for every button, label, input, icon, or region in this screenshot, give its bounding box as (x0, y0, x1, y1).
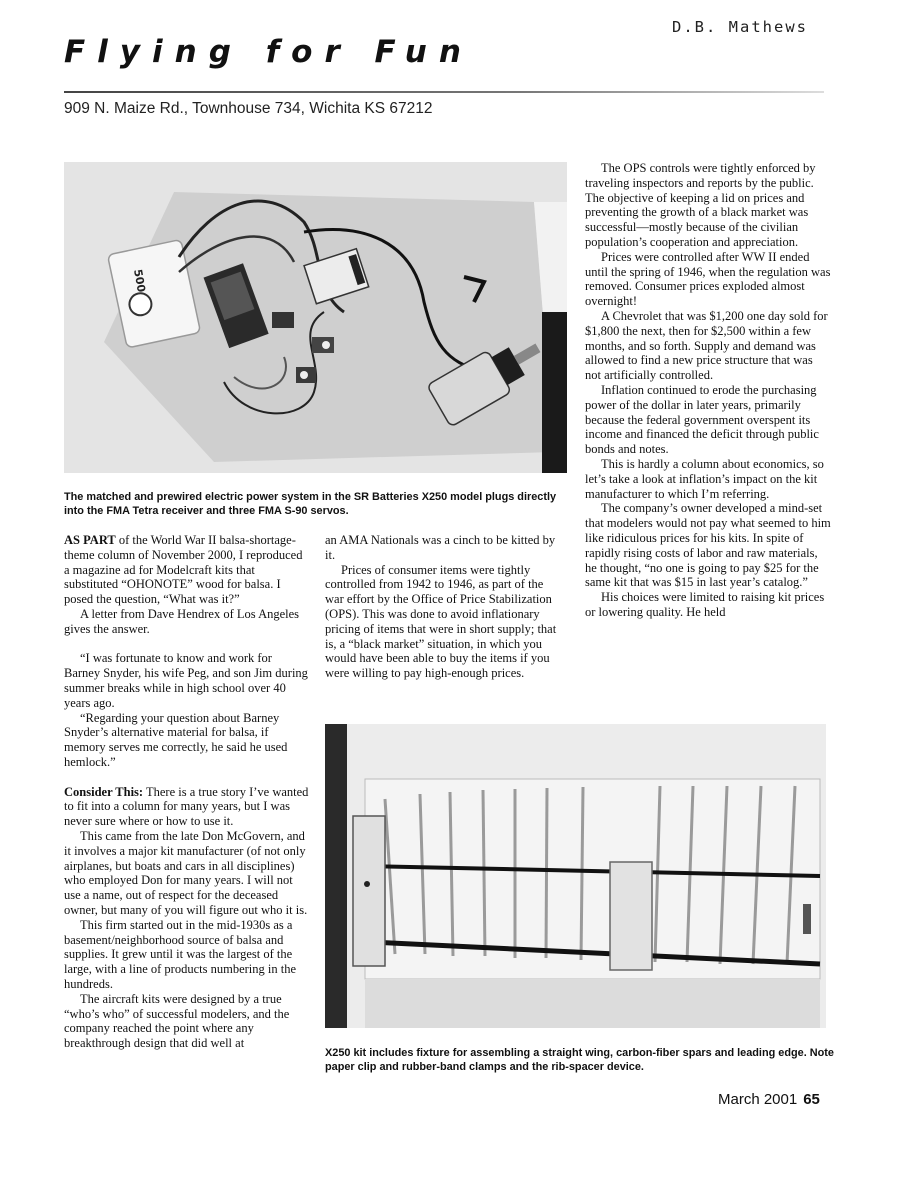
paragraph: His choices were limited to raising kit prices or lowering quality. He held (585, 590, 825, 619)
paragraph: This is hardly a column about economics, so let’s take a look at inflation’s impact on the kit manufacturer to which I’m referring. (585, 456, 824, 501)
paragraph (64, 533, 310, 607)
paragraph: A letter from Dave Hendrex of Los Angeles gives the answer. (64, 606, 300, 636)
photo1-caption: The matched and prewired electric power system in the SR Batteries X250 model plugs directly into the FMA Tetra receiver and three FMA S-90 servos. (64, 491, 557, 517)
paragraph: Inflation continued to erode the purchasing power of the dollar in later years, primarily because the federal government overspent its income and financed the deficit through public bonds and notes. (585, 382, 819, 457)
paragraph: Prices of consumer items were tightly controlled from 1942 to 1946, as part of the war effort by the Office of Price Stabilization (OPS). This was done to avoid inflationary pricing of items that were in short supply; that is, a “black market” situation, in which you would have been able to buy the items if you were willing to pay high-enough prices. (325, 562, 557, 681)
paragraph: The aircraft kits were designed by a true “who’s who” of successful modelers, and the company reached the point where any breakthrough design that did well at (64, 991, 290, 1051)
lead-in-consider-this: Consider This: (64, 784, 144, 799)
paragraph: The OPS controls were tightly enforced by traveling inspectors and reports by the public. The objective of keeping a lid on prices and preventing the growth of a black market was successful—mostly because of the civilian population’s cooperation and appreciation. (585, 161, 816, 249)
paragraph: “Regarding your question about Barney Snyder’s alternative material for balsa, if memory serves me correctly, he said he used hemlock.” (64, 710, 288, 769)
paragraph: A Chevrolet that was $1,200 one day sold for $1,800 the next, then for $2,500 within a few months, and so forth. Supply and demand was allowed to find a new price structure that was not artificially controlled. (585, 308, 828, 383)
paragraph: “I was fortunate to know and work for Barney Snyder, his wife Peg, and son Jim during summer breaks while in high school over 40 years ago. (64, 651, 308, 710)
title-rule (64, 91, 824, 93)
paragraph: This came from the late Don McGovern, and it involves a major kit manufacturer (of not only airplanes, but boats and cars in all disciplines) who employed Don for many years. I will not use a name, out of respect for the deceased owner, but many of you will figure out who it is. (64, 828, 308, 917)
text-column-1 (64, 533, 310, 1051)
author-byline: D.B. Mathews (672, 18, 808, 36)
paragraph: The company’s owner developed a mind-set that modelers would not pay what seemed to him like ridiculous prices for his kits. In spite of rapidly rising costs of labor and raw materials, he thought, “no one is going to pay $25 for the same kit that was $15 in last year’s catalog.” (585, 501, 831, 590)
page-footer (718, 1091, 820, 1108)
text-column-3 (585, 161, 831, 620)
paragraph: an AMA Nationals was a cinch to be kitted by it. (325, 533, 556, 562)
lead-in-as-part: AS PART (64, 533, 116, 547)
author-address: 909 N. Maize Rd., Townhouse 734, Wichita KS 67212 (64, 100, 433, 117)
text-column-2 (325, 533, 565, 681)
wing-fixture-photo (325, 724, 826, 1028)
paragraph-text: of the World War II balsa-shortage-theme column of November 2000, I reproduced a magazine ad for Modelcraft kits that substituted “OHONOTE” wood for balsa. I posed the question, “What was it?” (64, 533, 303, 607)
issue-date: March 2001 (718, 1091, 798, 1108)
page-number: 65 (803, 1091, 820, 1108)
battery-label: 500 (131, 268, 148, 294)
paragraph: Prices were controlled after WW II ended until the spring of 1946, when the regulation was removed. Consumer prices exploded almost overnight! (585, 249, 831, 309)
paragraph (64, 785, 310, 829)
column-title: Flying for Fun (64, 34, 473, 70)
photo2-caption: X250 kit includes fixture for assembling a straight wing, carbon-fiber spars and leading edge. Note paper clip and rubber-band clamps and the rib-spacer device. (325, 1047, 834, 1073)
power-system-photo (64, 162, 567, 473)
paragraph-text: There is a true story I’ve wanted to fit into a column for many years, but I was never sure where or how to use it. (64, 784, 309, 829)
paragraph: This firm started out in the mid-1930s as a basement/neighborhood source of balsa and supplies. It grew until it was the largest of the large, with a line of products numbering in the hundreds. (64, 917, 297, 991)
